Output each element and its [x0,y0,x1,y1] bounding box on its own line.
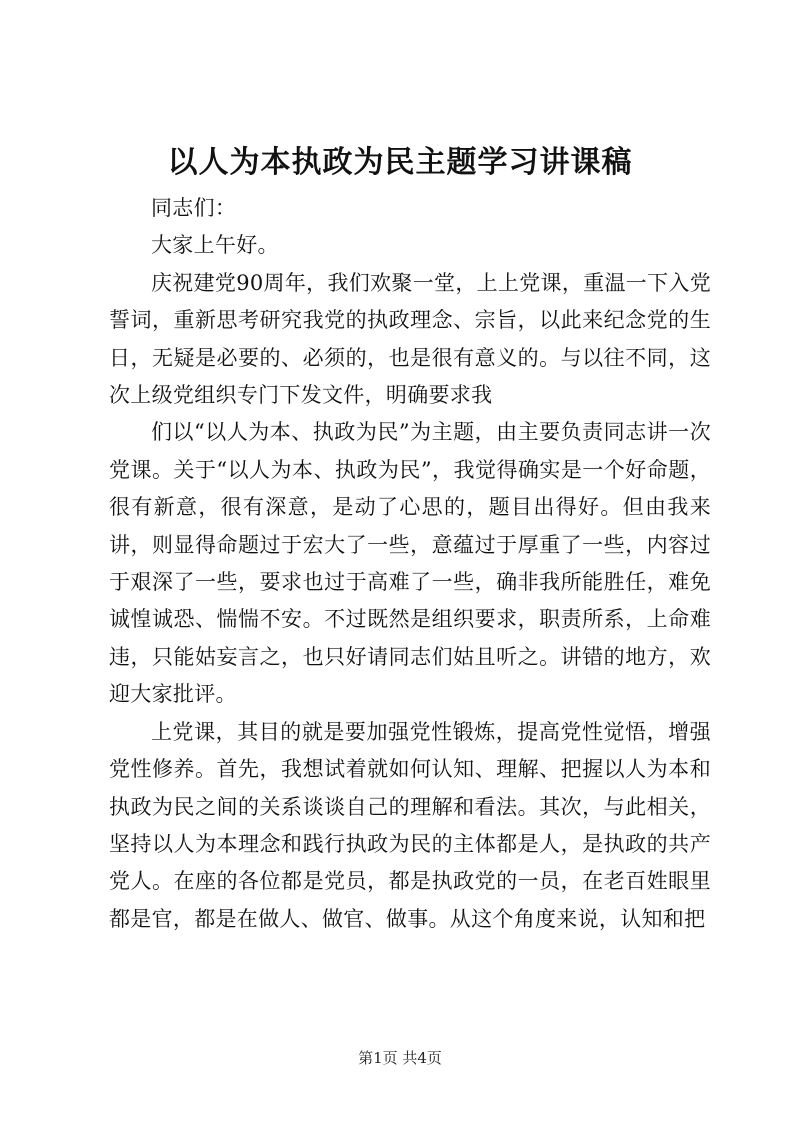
body-paragraph-2: 们以“以人为本、执政为民”为主题，由主要负责同志讲一次党课。关于“以人为本、执政为民”，我觉得确实是一个好命题，很有新意，很有深意，是动了心思的，题目出得好。但由我来讲，则显得命题过于宏大了一些，意蕴过于厚重了一些，内容过于艰深了一些，要求也过于高难了一些，确非我所能胜任，难免诚惶诚恐、惴惴不安。不过既然是组织要求，职责所系，上命难违，只能姑妄言之，也只好请同志们姑且听之。讲错的地方，欢迎大家批评。 [109,420,711,707]
page-footer: 第1页 共4页 [358,1049,442,1067]
body-paragraph-1: 庆祝建党90周年，我们欢聚一堂，上上党课，重温一下入党誓词，重新思考研究我党的执政理念、宗旨，以此来纪念党的生日，无疑是必要的、必须的，也是很有意义的。与以往不同，这次上级党组织专门下发文件，明确要求我 [109,270,711,408]
body-paragraph-3: 上党课，其目的就是要加强党性锻炼，提高党性觉悟，增强党性修养。首先，我想试着就如何认知、理解、把握以人为本和执政为民之间的关系谈谈自己的理解和看法。其次，与此相关，坚持以人为本理念和践行执政为民的主体都是人，是执政的共产党人。在座的各位都是党员，都是执政党的一员，在老百姓眼里都是官，都是在做人、做官、做事。从这个角度来说，认知和把 [109,719,711,931]
greeting-paragraph: 同志们： [151,196,237,220]
document-title: 以人为本执政为民主题学习讲课稿 [167,145,633,180]
salutation-paragraph: 大家上午好。 [151,233,279,258]
document-body [109,190,711,938]
